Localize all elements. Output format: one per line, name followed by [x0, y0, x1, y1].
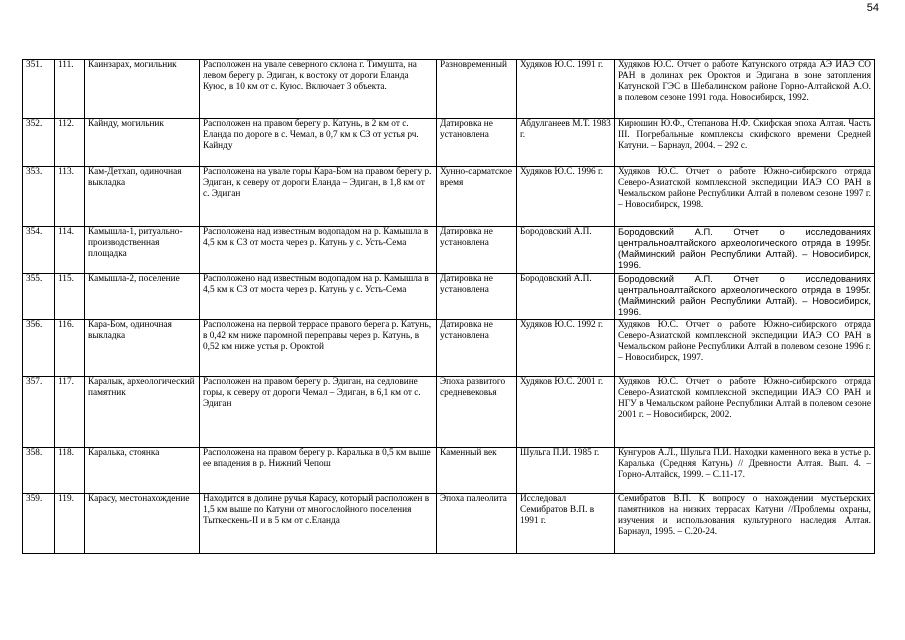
- row-subnumber: 118.: [55, 448, 85, 494]
- monument-bibliography: Бородовский А.П. Отчет о исследованиях центральноалтайского археологического отряда в 1995г. (Майминский район Республики Алтай). – Новосибирск, 1996.: [615, 274, 875, 320]
- row-subnumber: 115.: [55, 274, 85, 320]
- row-subnumber: 111.: [55, 60, 85, 119]
- monument-name: Кара-Бом, одиночная выкладка: [85, 320, 200, 377]
- row-subnumber: 114.: [55, 227, 85, 274]
- monument-name: Каралык, археологический памятник: [85, 377, 200, 448]
- row-subnumber: 112.: [55, 119, 85, 167]
- row-subnumber: 119.: [55, 494, 85, 554]
- table-row: [23, 227, 875, 274]
- row-number: 357.: [23, 377, 55, 448]
- monument-location: Расположено над известным водопадом на р. Камышла в 4,5 км к СЗ от моста через р. Катунь у с. Усть-Сема: [200, 274, 437, 320]
- monument-period: Разновременный: [437, 60, 517, 119]
- row-number: 352.: [23, 119, 55, 167]
- monument-bibliography: Бородовский А.П. Отчет о исследованиях центральноалтайского археологического отряда в 1995г. (Майминский район Республики Алтай). – Новосибирск, 1996.: [615, 227, 875, 274]
- page-number: 54: [866, 2, 879, 14]
- monument-bibliography: Кунгуров А.Л., Шульга П.И. Находки каменного века в устье р. Каралька (Средняя Катунь) // Древности Алтая. Вып. 4. – Горно-Алтайск, 1999. – С.11-17.: [615, 448, 875, 494]
- monument-period: Датировка не установлена: [437, 227, 517, 274]
- row-number: 353.: [23, 167, 55, 227]
- monument-location: Расположена на правом берегу р. Каралька в 0,5 км выше ее впадения в р. Нижний Чепош: [200, 448, 437, 494]
- monument-author: Бородовский А.П.: [517, 274, 615, 320]
- monument-bibliography: Худяков Ю.С. Отчет о работе Южно-сибирского отряда Северо-Азиатской комплексной экспедиции ИАЭ СО РАН и НГУ в Чемальском районе Республики Алтай в полевом сезоне 2001 г. – Новосибирск, 2002.: [615, 377, 875, 448]
- monument-bibliography: Семибратов В.П. К вопросу о нахождении мустьерских памятников на низких террасах Катуни //Проблемы охраны, изучения и использования культурного наследия Алтая. Барнаул, 1995. – С.20-24.: [615, 494, 875, 554]
- monument-location: Находится в долине ручья Карасу, который расположен в 1,5 км выше по Катуни от многослойного поселения Тыткескень-II и в 5 км от с.Еланда: [200, 494, 437, 554]
- table-row: [23, 320, 875, 377]
- monument-name: Камышла-1, ритуально-производственная площадка: [85, 227, 200, 274]
- monument-author: Худяков Ю.С. 1991 г.: [517, 60, 615, 119]
- monument-author: Бородовский А.П.: [517, 227, 615, 274]
- monument-period: Эпоха палеолита: [437, 494, 517, 554]
- monument-author: Худяков Ю.С. 1992 г.: [517, 320, 615, 377]
- monument-name: Кайнду, могильник: [85, 119, 200, 167]
- table-row: [23, 167, 875, 227]
- monument-location: Расположена на увале горы Кара-Бом на правом берегу р. Эдиган, к северу от дороги Еланда – Эдиган, в 1,8 км от с. Эдиган: [200, 167, 437, 227]
- row-number: 359.: [23, 494, 55, 554]
- monument-bibliography: Худяков Ю.С. Отчет о работе Южно-сибирского отряда Северо-Азиатской комплексной экспедиции ИАЭ СО РАН в Чемальском районе Республики Алтай в полевом сезоне 1997 г. – Новосибирск, 1998.: [615, 167, 875, 227]
- monument-author: Шульга П.И. 1985 г.: [517, 448, 615, 494]
- monument-period: Датировка не установлена: [437, 119, 517, 167]
- monument-name: Камышла-2, поселение: [85, 274, 200, 320]
- table-row: [23, 494, 875, 554]
- monument-name: Кам-Детхап, одиночная выкладка: [85, 167, 200, 227]
- table-row: [23, 119, 875, 167]
- monument-name: Каинзарах, могильник: [85, 60, 200, 119]
- monument-location: Расположена над известным водопадом на р. Камышла в 4,5 км к СЗ от моста через р. Катунь у с. Усть-Сема: [200, 227, 437, 274]
- monument-location: Расположен на правом берегу р. Эдиган, на седловине горы, к северу от дороги Чемал – Эдиган, в 6,1 км от с. Эдиган: [200, 377, 437, 448]
- monument-author: Исследовал Семибратов В.П. в 1991 г.: [517, 494, 615, 554]
- table-row: [23, 377, 875, 448]
- monument-author: Худяков Ю.С. 2001 г.: [517, 377, 615, 448]
- row-number: 358.: [23, 448, 55, 494]
- monument-period: Каменный век: [437, 448, 517, 494]
- monument-bibliography: Худяков Ю.С. Отчет о работе Южно-сибирского отряда Северо-Азиатской комплексной экспедиции ИАЭ СО РАН в Чемальском районе Республики Алтай в полевом сезоне 1996 г. – Новосибирск, 1997.: [615, 320, 875, 377]
- row-subnumber: 116.: [55, 320, 85, 377]
- monument-bibliography: Худяков Ю.С. Отчет о работе Катунского отряда АЭ ИАЭ СО РАН в долинах рек Ороктоя и Эдигана в зоне затопления Катунской ГЭС в Шебалинском районе Горно-Алтайской А.О. в полевом сезоне 1991 года. Новосибирск, 1992.: [615, 60, 875, 119]
- monument-location: Расположена на первой террасе правого берега р. Катунь, в 0,42 км ниже паромной переправы через р. Катунь, в 0,52 км ниже устья р. Ороктой: [200, 320, 437, 377]
- monument-author: Абдулганеев М.Т. 1983 г.: [517, 119, 615, 167]
- table-row: [23, 274, 875, 320]
- monument-location: Расположен на увале северного склона г. Тимушта, на левом берегу р. Эдиган, к востоку от дороги Еланда Куюс, в 10 км от с. Куюс. Включает 3 объекта.: [200, 60, 437, 119]
- row-number: 351.: [23, 60, 55, 119]
- monument-period: Датировка не установлена: [437, 274, 517, 320]
- table-row: [23, 448, 875, 494]
- row-number: 356.: [23, 320, 55, 377]
- row-subnumber: 113.: [55, 167, 85, 227]
- table-row: [23, 60, 875, 119]
- monument-period: Датировка не установлена: [437, 320, 517, 377]
- row-number: 355.: [23, 274, 55, 320]
- monuments-table: [22, 59, 875, 554]
- monument-period: Хунно-сарматское время: [437, 167, 517, 227]
- monument-name: Каралька, стоянка: [85, 448, 200, 494]
- monument-location: Расположен на правом берегу р. Катунь, в 2 км от с. Еланда по дороге в с. Чемал, в 0,7 км к СЗ от устья рч. Кайнду: [200, 119, 437, 167]
- monument-name: Карасу, местонахождение: [85, 494, 200, 554]
- row-number: 354.: [23, 227, 55, 274]
- row-subnumber: 117.: [55, 377, 85, 448]
- monument-author: Худяков Ю.С. 1996 г.: [517, 167, 615, 227]
- monument-period: Эпоха развитого средневековья: [437, 377, 517, 448]
- monument-bibliography: Кирюшин Ю.Ф., Степанова Н.Ф. Скифская эпоха Алтая. Часть III. Погребальные комплексы скифского времени Средней Катуни. – Барнаул, 2004. – 292 с.: [615, 119, 875, 167]
